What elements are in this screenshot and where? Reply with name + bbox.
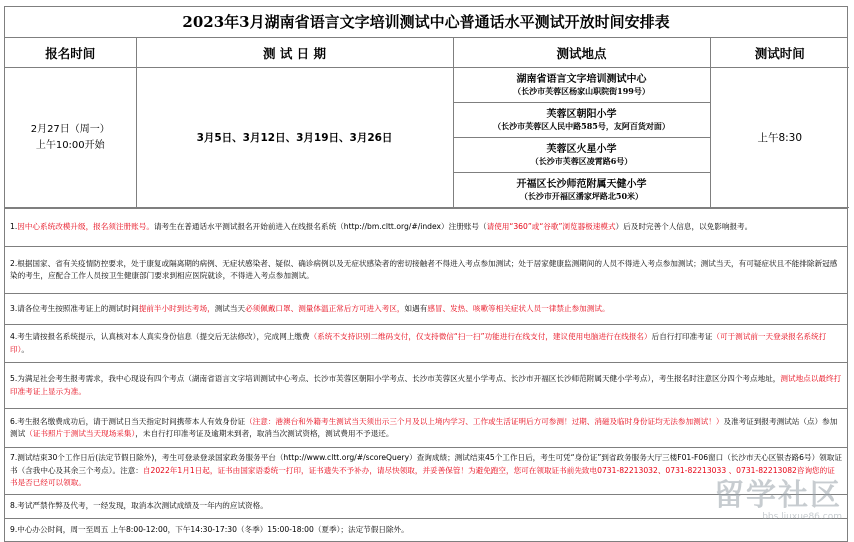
note-highlight: 自2022年1月1日起，证书由国家语委统一打印，证书遗失不予补办，请尽快领取，并妥善保管！为避免跑空，您可在领取证书前先致电0731-82213032、0731-82213033 、0731-82213082咨询您的证书是否已经可以领取。 <box>10 465 835 488</box>
note-text: 5.为满足社会考生报考需求，我中心现设有四个考点（湖南省语言文字培训测试中心考点、长沙市芙蓉区朝阳小学考点、长沙市芙蓉区火星小学考点、长沙市开福区长沙师范附属天健小学考点），考生报名时注意区分四个考点地址， <box>10 374 781 383</box>
venue-address: （长沙市芙蓉区杨家山职院街199号） <box>513 86 650 96</box>
note-5 <box>5 362 847 408</box>
note-2 <box>5 246 847 293</box>
test-dates-cell: 3月5日、3月12日、3月19日、3月26日 <box>136 68 453 208</box>
note-highlight: 请使用“360”或“谷歌”浏览器极速模式 <box>486 222 616 232</box>
note-text: 如遇有 <box>404 303 428 313</box>
header-test-date: 测 试 日 期 <box>136 38 453 68</box>
schedule-sheet <box>4 6 848 542</box>
note-6 <box>5 408 847 447</box>
watermark-url: bbs.liuxue86.com <box>762 512 842 522</box>
schedule-table <box>5 38 849 208</box>
header-test-time: 测试时间 <box>710 38 849 68</box>
test-time-cell: 上午8:30 <box>710 68 849 208</box>
note-highlight: （系统不支持识别二维码支付，仅支持微信“扫一扫”功能进行在线支付，建议使用电脑进行在线报名） <box>309 332 652 341</box>
note-text: ，未自行打印准考证及逾期未到者，取消当次测试资格，测试费用不予退还。 <box>135 429 394 438</box>
note-text: 8.考试严禁作弊及代考，一经发现，取消本次测试成绩及一年内的应试资格。 <box>10 501 268 511</box>
note-highlight: 感冒、发热、咳嗽等相关症状人员一律禁止参加测试。 <box>427 303 610 313</box>
page-title: 2023年3月湖南省语言文字培训测试中心普通话水平测试开放时间安排表 <box>5 7 847 38</box>
venue-name: 芙蓉区火星小学 <box>546 144 617 155</box>
note-text: 测试当天 <box>214 303 246 313</box>
header-test-location: 测试地点 <box>453 38 710 68</box>
note-4 <box>5 324 847 362</box>
schedule-row <box>5 68 849 208</box>
note-highlight: （证书照片于测试当天现场采集） <box>25 429 136 438</box>
note-highlight: 因中心系统改模升级，报名须注册账号。 <box>17 222 154 232</box>
note-text: 请考生在普通话水平测试报名开始前进入在线报名系统（http://bm.cltt.org/#/index）注册账号（ <box>153 222 487 232</box>
note-highlight: 必须佩戴口罩、测量体温正常后方可进入考区， <box>245 303 405 313</box>
header-row <box>5 38 849 68</box>
registration-start: 上午10:00开始 <box>35 139 105 151</box>
note-text: 3.请各位考生按照准考证上的测试时间 <box>10 303 139 313</box>
registration-date: 2月27日（周一） <box>30 123 110 135</box>
note-highlight: （可于测试前一天登录报名系统打印） <box>10 332 827 354</box>
venue-name: 芙蓉区朝阳小学 <box>546 109 617 120</box>
note-3 <box>5 293 847 324</box>
note-text: 后自行打印准考证 <box>651 332 713 341</box>
venue-name: 湖南省语言文字培训测试中心 <box>516 74 647 85</box>
note-text: 1. <box>10 222 18 232</box>
note-highlight: 提前半小时到达考场， <box>138 303 215 313</box>
venue-item <box>454 103 710 138</box>
venue-item <box>454 173 710 207</box>
venue-item <box>454 138 710 173</box>
note-text: 。 <box>21 344 29 354</box>
note-text: 4.考生请按报名系统提示，认真核对本人真实身份信息（提交后无法修改），完成网上缴费 <box>10 332 310 341</box>
note-text: 9.中心办公时间，周一至周五 上午8:00-12:00，下午14:30-17:30（冬季）15:00-18:00（夏季）；法定节假日除外。 <box>10 524 409 534</box>
registration-time-cell <box>5 68 136 208</box>
venue-address: （长沙市芙蓉区人民中路585号，友阿百货对面） <box>493 121 670 131</box>
watermark-logo <box>714 480 842 523</box>
test-locations-cell <box>453 68 710 208</box>
header-registration-time: 报名时间 <box>5 38 136 68</box>
watermark-text: 留学社区 <box>714 478 842 513</box>
note-text: ）后及时完善个人信息，以免影响报考。 <box>615 222 753 232</box>
venue-address: （长沙市芙蓉区凌霄路6号） <box>530 156 633 166</box>
note-text: 2.根据国家、省有关疫情防控要求，处于康复或隔离期的病例、无症状感染者、疑似、确诊病例以及无症状感染者的密切接触者不得进入考点参加测试；处于居家健康监测期间的人员不得进入考点参加测试；测试当天，有可疑症状且不能排除新冠感染的考生，应配合工作人员按卫生健康部门要求到相应医院就诊，不得进入考点参加测试。 <box>10 258 838 280</box>
venue-address: （长沙市开福区潘家坪路北50米） <box>519 191 644 201</box>
venue-item <box>454 68 710 103</box>
note-text: 7.测试结束30个工作日后(法定节假日除外)，考生可登录登录国家政务服务平台（http://www.cltt.org/#/scoreQuery）查询成绩；测试结束45个工作日后，考生可凭“身份证”到省政务服务大厅三楼F01-F06窗口（长沙市天心区银杏路6号）领取证书（含我中心及其余三个考点）。注意： <box>10 453 842 475</box>
venue-name: 开福区长沙师范附属天健小学 <box>516 179 647 190</box>
note-1 <box>5 208 847 246</box>
note-highlight: 测试地点以最终打印准考证上显示为准。 <box>10 374 842 396</box>
note-highlight: （注意：港澳台和外籍考生测试当天须出示三个月及以上境内学习、工作或生活证明后方可参测！过期、消磁及临时身份证均无法参加测试！） <box>245 416 724 426</box>
note-text: 6.考生报名缴费成功后，请于测试日当天指定时间携带本人有效身份证 <box>10 416 246 426</box>
note-text: 及准考证到报考测试站（点）参加测试 <box>10 416 838 438</box>
